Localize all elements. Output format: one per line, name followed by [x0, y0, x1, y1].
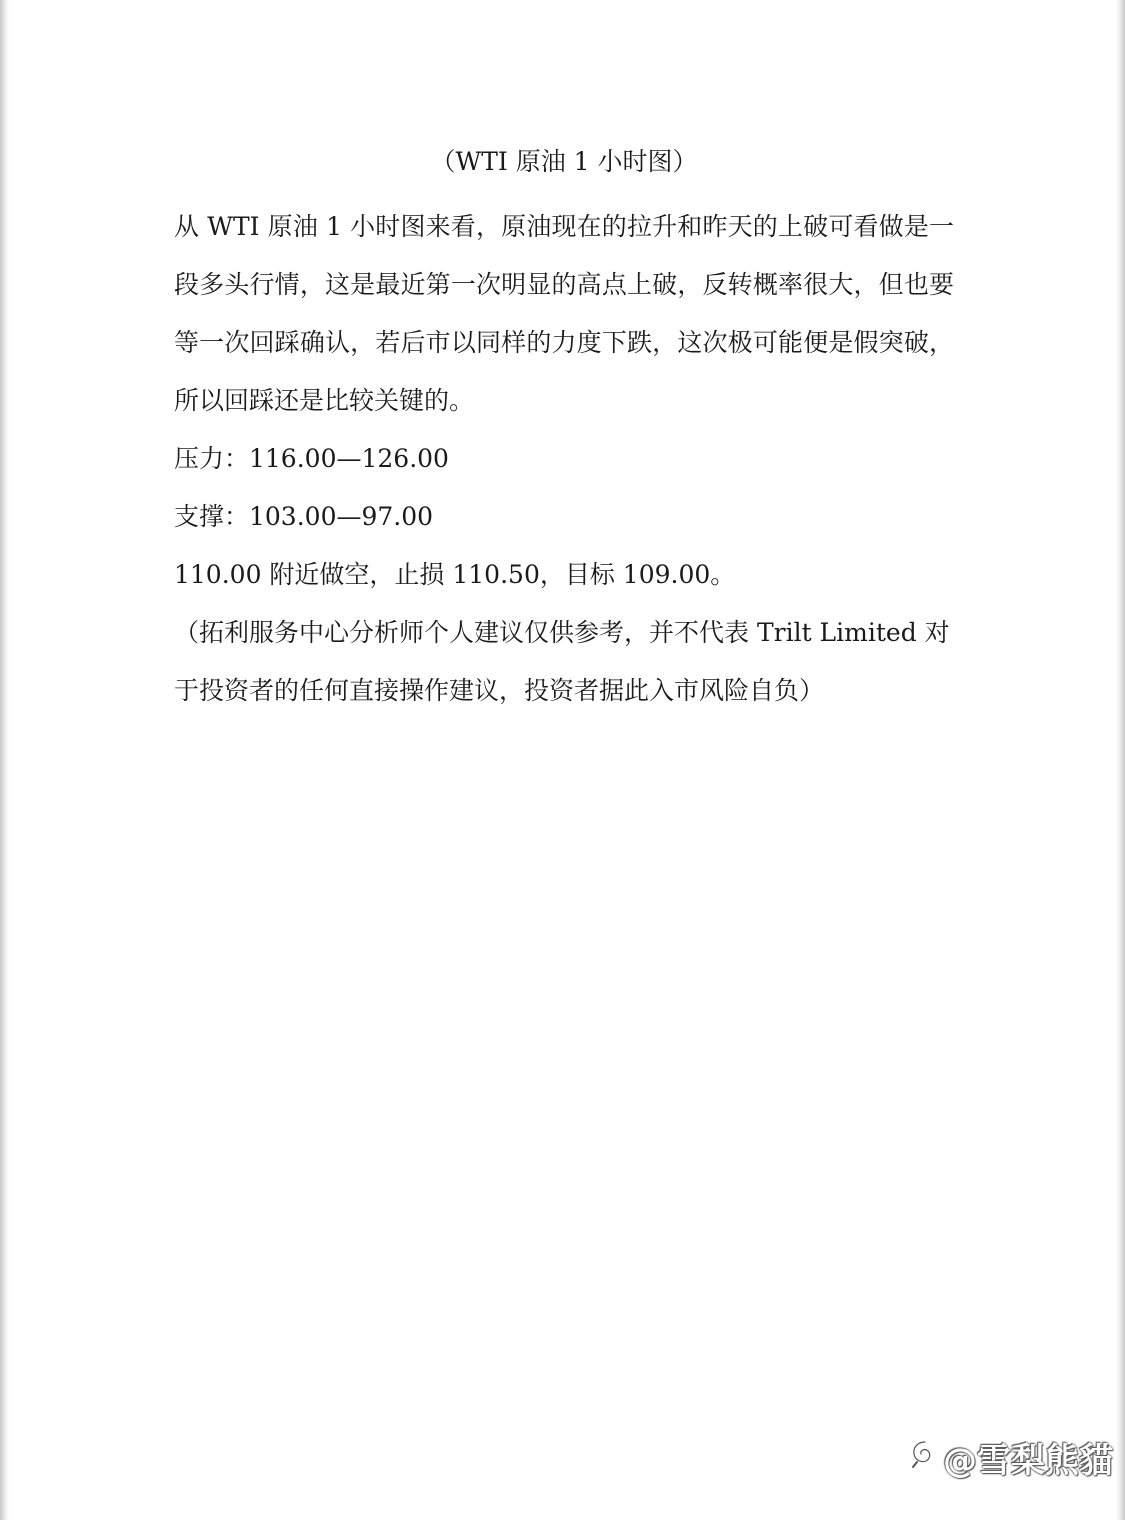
watermark — [905, 1433, 1113, 1482]
figure-caption: （WTI 原油 1 小时图） — [430, 147, 698, 176]
support-line: 支撑：103.00—97.00 — [174, 502, 434, 531]
analysis-paragraph: 从 WTI 原油 1 小时图来看，原油现在的拉升和昨天的上破可看做是一段多头行情，这是最近第一次明显的高点上破，反转概率很大，但也要等一次回踩确认，若后市以同样的力度下跌，这次极可能便是假突破，所以回踩还是比较关键的。 — [174, 212, 954, 415]
page-edge-right — [1116, 0, 1125, 1520]
page-edge-left — [0, 0, 9, 1520]
disclaimer-text: （拓利服务中心分析师个人建议仅供参考，并不代表 Trilt Limited 对于投资者的任何直接操作建议，投资者据此入市风险自负） — [174, 618, 950, 705]
document-page — [174, 140, 954, 720]
watermark-text: @雪梨熊貓 — [943, 1441, 1113, 1481]
snowball-logo-icon — [905, 1436, 939, 1479]
trade-plan-line: 110.00 附近做空，止损 110.50，目标 109.00。 — [174, 560, 736, 589]
resistance-line: 压力：116.00—126.00 — [174, 444, 449, 473]
